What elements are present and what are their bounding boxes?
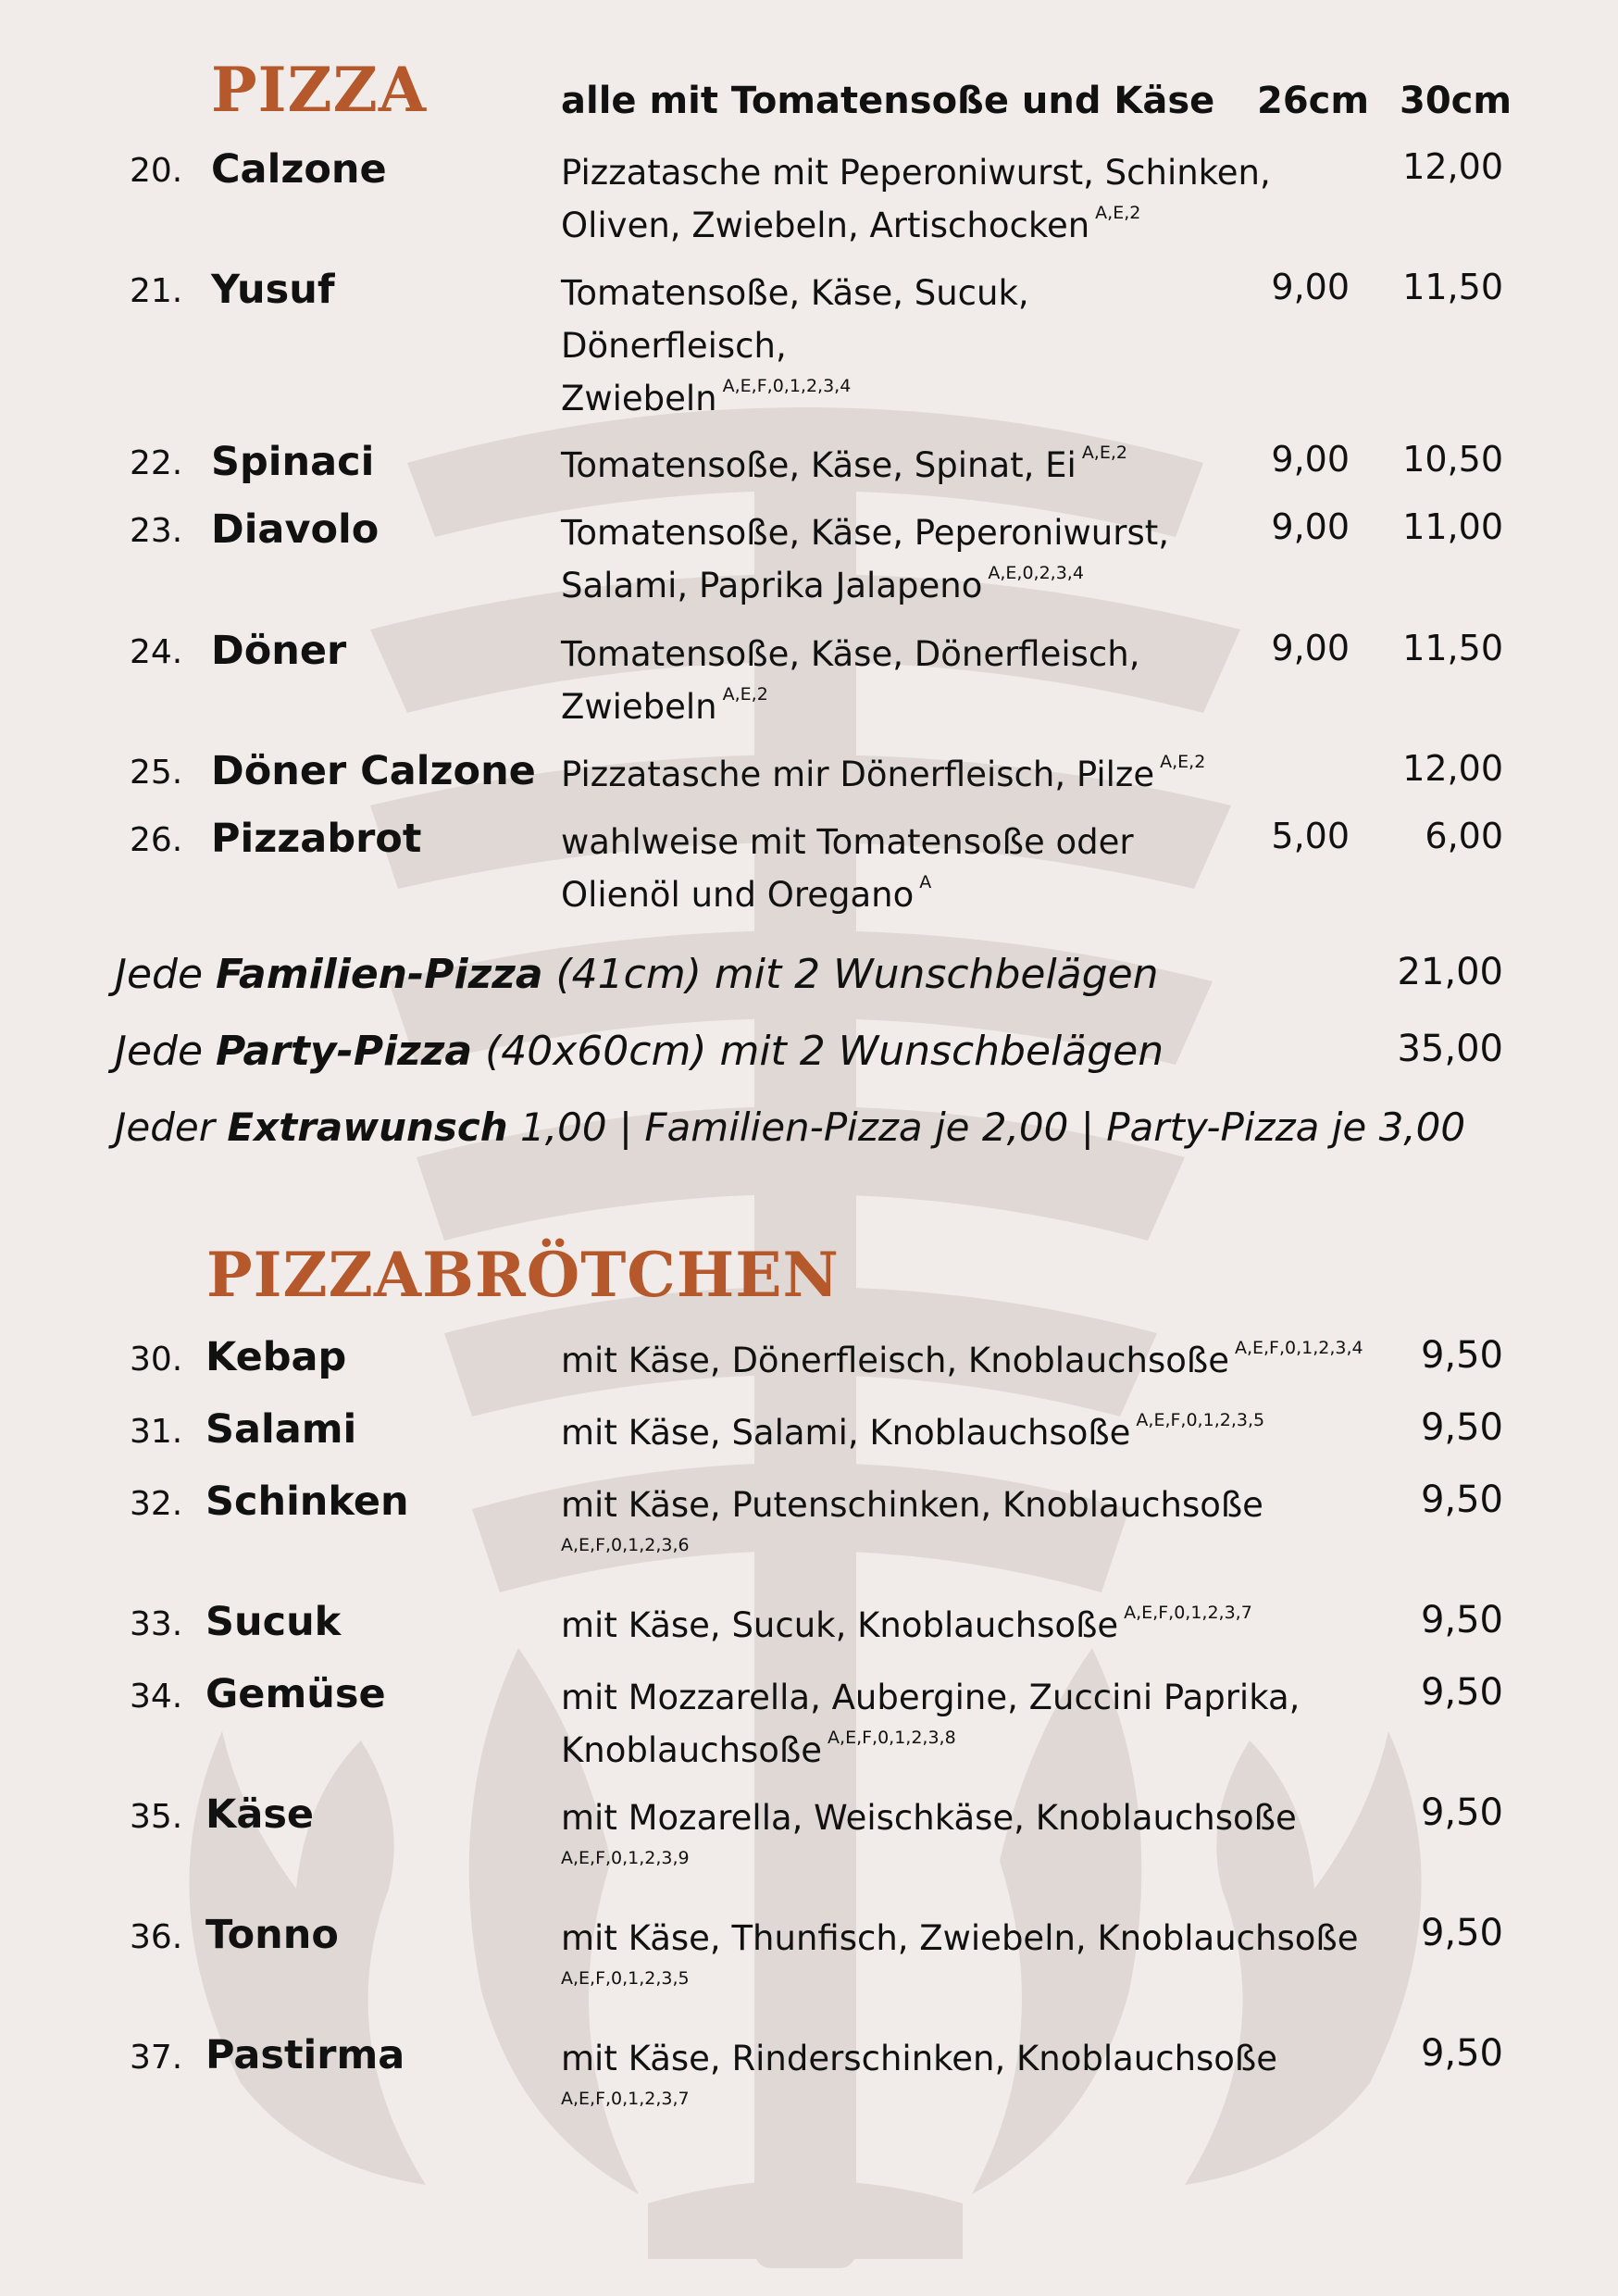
extra-wish-info: Jeder Extrawunsch 1,00 | Familien-Pizza je 2,00 | Party-Pizza je 3,00 bbox=[115, 1104, 1466, 1150]
item-description: mit Käse, Thunfisch, Zwiebeln, Knoblauchsoße A,E,F,0,1,2,3,5 bbox=[561, 1918, 1359, 1989]
price-26cm: 5,00 bbox=[1271, 816, 1350, 856]
item-name: Schinken bbox=[205, 1479, 409, 1525]
item-description: Tomatensoße, Käse, Spinat, Ei $^{A,E,2}$ bbox=[561, 443, 1127, 485]
price-26cm: 9,00 bbox=[1271, 628, 1350, 668]
item-number: 21. bbox=[130, 272, 183, 310]
allergen-codes: A,E,F,0,1,2,3,4 bbox=[1234, 1338, 1363, 1358]
item-price: 9,50 bbox=[1420, 2032, 1503, 2075]
price-30cm: 10,50 bbox=[1402, 439, 1503, 480]
item-name: Käse bbox=[205, 1791, 315, 1838]
allergen-codes: A,E,F,0,1,2,3,6 bbox=[561, 1535, 690, 1555]
item-description: mit Mozzarella, Aubergine, Zuccini Paprika, Knoblauchsoße $^{A,E,F,0,1,2,3,8}$ bbox=[561, 1678, 1301, 1770]
allergen-codes: A,E,2 bbox=[1081, 443, 1127, 463]
price-30cm: 12,00 bbox=[1402, 146, 1503, 187]
item-price: 9,50 bbox=[1420, 1406, 1503, 1449]
item-description: Tomatensoße, Käse, Peperoniwurst, Salami, Paprika Jalapeno $^{A,E,0,2,3,4}$ bbox=[561, 513, 1169, 605]
allergen-codes: A,E,F,0,1,2,3,5 bbox=[561, 1968, 690, 1989]
price-30cm: 6,00 bbox=[1425, 816, 1503, 856]
item-price: 9,50 bbox=[1420, 1912, 1503, 1954]
section-title-pizza: PIZZA bbox=[211, 54, 428, 126]
extra-party-pizza-price: 35,00 bbox=[1397, 1028, 1503, 1070]
price-30cm: 11,50 bbox=[1402, 628, 1503, 668]
item-description: Tomatensoße, Käse, Dönerfleisch, Zwiebeln $^{A,E,2}$ bbox=[561, 634, 1140, 727]
allergen-codes: A,E,2 bbox=[722, 684, 768, 705]
item-description: mit Käse, Salami, Knoblauchsoße $^{A,E,F,0,1,2,3,5}$ bbox=[561, 1410, 1265, 1453]
item-price: 9,50 bbox=[1420, 1599, 1503, 1641]
item-description: wahlweise mit Tomatensoße oder Olienöl und Oregano $^A$ bbox=[561, 822, 1134, 915]
price-26cm: 9,00 bbox=[1271, 267, 1350, 307]
allergen-codes: A bbox=[919, 872, 932, 892]
item-number: 23. bbox=[130, 512, 183, 550]
allergen-codes: A,E,F,0,1,2,3,8 bbox=[828, 1728, 956, 1748]
item-name: Calzone bbox=[211, 146, 387, 193]
item-price: 9,50 bbox=[1420, 1479, 1503, 1521]
item-number: 33. bbox=[130, 1605, 183, 1643]
price-26cm: 9,00 bbox=[1271, 506, 1350, 547]
item-number: 20. bbox=[130, 152, 183, 190]
item-description: mit Käse, Rinderschinken, Knoblauchsoße A,E,F,0,1,2,3,7 bbox=[561, 2039, 1278, 2109]
extra-party-pizza: Jede Party-Pizza (40x60cm) mit 2 Wunschbelägen bbox=[115, 1028, 1164, 1075]
item-name: Sucuk bbox=[205, 1599, 342, 1645]
item-price: 9,50 bbox=[1420, 1791, 1503, 1834]
item-number: 36. bbox=[130, 1918, 183, 1956]
item-name: Salami bbox=[205, 1406, 357, 1453]
allergen-codes: A,E,F,0,1,2,3,9 bbox=[561, 1848, 690, 1868]
allergen-codes: A,E,2 bbox=[1160, 752, 1206, 772]
allergen-codes: A,E,F,0,1,2,3,4 bbox=[722, 376, 852, 396]
allergen-codes: A,E,0,2,3,4 bbox=[988, 563, 1084, 583]
item-name: Pizzabrot bbox=[211, 816, 422, 862]
allergen-codes: A,E,2 bbox=[1095, 203, 1141, 223]
allergen-codes: A,E,F,0,1,2,3,7 bbox=[561, 2089, 690, 2109]
item-price: 9,50 bbox=[1420, 1334, 1503, 1377]
column-header-30cm: 30cm bbox=[1400, 80, 1512, 122]
item-number: 22. bbox=[130, 444, 183, 482]
section-title-pizzabroetchen: PIZZABRÖTCHEN bbox=[206, 1239, 840, 1311]
item-description: mit Käse, Dönerfleisch, Knoblauchsoße $^{A,E,F,0,1,2,3,4}$ bbox=[561, 1338, 1363, 1380]
item-name: Yusuf bbox=[211, 267, 335, 313]
item-number: 34. bbox=[130, 1678, 183, 1716]
allergen-codes: A,E,F,0,1,2,3,7 bbox=[1124, 1603, 1252, 1623]
item-name: Spinaci bbox=[211, 439, 375, 485]
item-name: Tonno bbox=[205, 1912, 339, 1958]
item-number: 37. bbox=[130, 2039, 183, 2077]
price-30cm: 11,50 bbox=[1402, 267, 1503, 307]
item-name: Gemüse bbox=[205, 1671, 386, 1717]
column-header-description: alle mit Tomatensoße und Käse bbox=[561, 80, 1215, 122]
extra-familien-pizza-price: 21,00 bbox=[1397, 951, 1503, 993]
column-header-26cm: 26cm bbox=[1257, 80, 1370, 122]
item-number: 24. bbox=[130, 633, 183, 671]
item-description: mit Käse, Sucuk, Knoblauchsoße $^{A,E,F,0,1,2,3,7}$ bbox=[561, 1603, 1252, 1645]
price-30cm: 11,00 bbox=[1402, 506, 1503, 547]
item-number: 32. bbox=[130, 1485, 183, 1523]
item-number: 25. bbox=[130, 754, 183, 792]
price-26cm: 9,00 bbox=[1271, 439, 1350, 480]
item-description: Pizzatasche mir Dönerfleisch, Pilze $^{A,E,2}$ bbox=[561, 752, 1206, 794]
extra-familien-pizza: Jede Familien-Pizza (41cm) mit 2 Wunschbelägen bbox=[115, 951, 1159, 998]
item-number: 30. bbox=[130, 1341, 183, 1379]
item-name: Döner Calzone bbox=[211, 748, 536, 794]
item-description: mit Mozarella, Weischkäse, Knoblauchsoße A,E,F,0,1,2,3,9 bbox=[561, 1798, 1297, 1868]
item-number: 35. bbox=[130, 1798, 183, 1836]
item-number: 26. bbox=[130, 821, 183, 859]
price-30cm: 12,00 bbox=[1402, 748, 1503, 789]
item-name: Diavolo bbox=[211, 506, 380, 553]
item-description: Pizzatasche mit Peperoniwurst, Schinken, Oliven, Zwiebeln, Artischocken $^{A,E,2}$ bbox=[561, 153, 1271, 245]
item-price: 9,50 bbox=[1420, 1671, 1503, 1714]
item-description: mit Käse, Putenschinken, Knoblauchsoße A,E,F,0,1,2,3,6 bbox=[561, 1485, 1263, 1555]
item-name: Pastirma bbox=[205, 2032, 405, 2078]
item-description: Tomatensoße, Käse, Sucuk, Dönerfleisch, Zwiebeln $^{A,E,F,0,1,2,3,4}$ bbox=[561, 273, 1029, 418]
item-name: Kebap bbox=[205, 1334, 347, 1380]
item-name: Döner bbox=[211, 628, 347, 674]
allergen-codes: A,E,F,0,1,2,3,5 bbox=[1136, 1410, 1265, 1430]
item-number: 31. bbox=[130, 1413, 183, 1451]
